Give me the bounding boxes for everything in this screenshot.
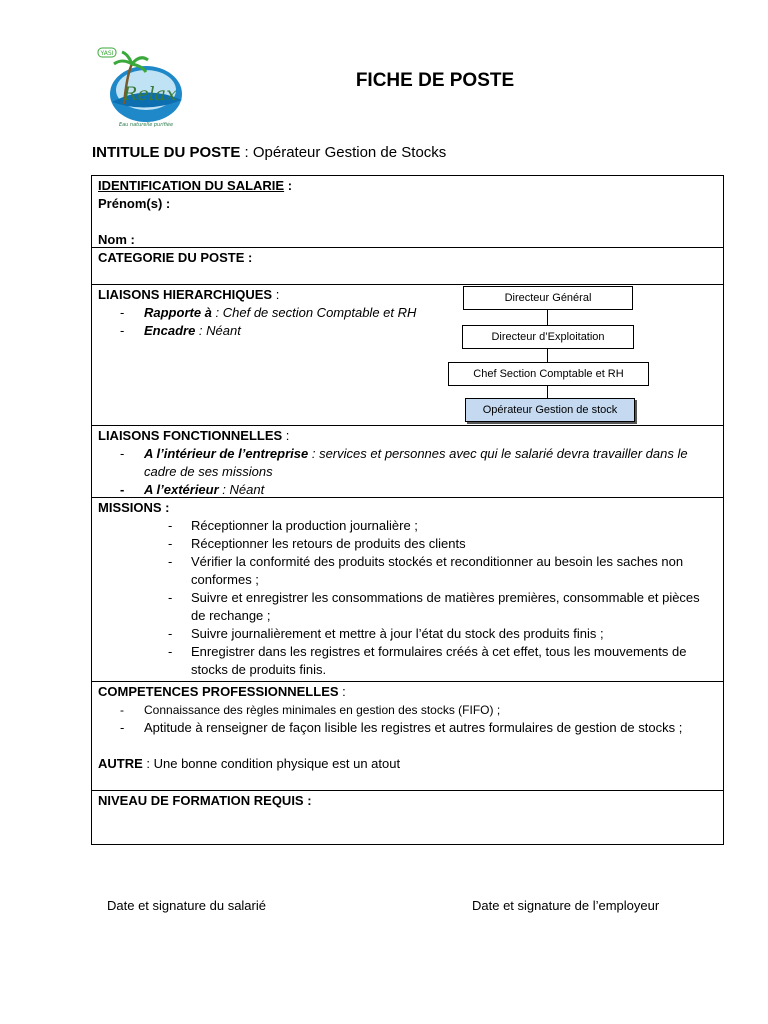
- nom-field: Nom :: [98, 232, 135, 247]
- formation-section: [92, 791, 723, 844]
- exterieur-value: : Néant: [218, 482, 265, 497]
- encadre-value: : Néant: [195, 323, 241, 338]
- mission-text: Vérifier la conformité des produits stockés et reconditionner au besoin les saches non conformes ;: [191, 554, 684, 587]
- identification-section: [92, 176, 723, 248]
- job-title-value: Opérateur Gestion de Stocks: [252, 144, 447, 161]
- autre-label: AUTRE: [98, 756, 143, 771]
- competence-text: Connaissance des règles minimales en gestion des stocks (FIFO) ;: [144, 703, 501, 717]
- competences-heading-suffix: :: [338, 684, 346, 699]
- competence-text: Aptitude à renseigner de façon lisible les registres et autres formulaires de gestion de stocks ;: [144, 720, 683, 735]
- list-item: [98, 719, 717, 737]
- mission-text: Enregistrer dans les registres et formulaires créés à cet effet, tous les mouvements de stocks de produits finis.: [191, 644, 687, 677]
- bullet: -: [120, 446, 125, 461]
- list-item: [98, 625, 717, 643]
- competences-heading: COMPETENCES PROFESSIONNELLES: [98, 684, 339, 699]
- job-title-sep: :: [240, 144, 253, 161]
- interieur-label: A l’intérieur de l’entreprise: [144, 446, 309, 461]
- mission-text: Suivre journalièrement et mettre à jour l’état du stock des produits finis ;: [191, 626, 604, 641]
- list-item: [98, 517, 717, 535]
- bullet: -: [120, 323, 125, 338]
- missions-section: [92, 498, 723, 682]
- prenom-field: Prénom(s) :: [98, 196, 171, 211]
- bullet: -: [168, 554, 173, 569]
- org-box-chef-section: Chef Section Comptable et RH: [448, 362, 649, 386]
- org-box-directeur-exploitation: Directeur d’Exploitation: [462, 325, 634, 349]
- liaisons-fonc-heading: LIAISONS FONCTIONNELLES: [98, 428, 283, 443]
- logo-text: Relax: [123, 83, 177, 105]
- bullet: -: [168, 518, 173, 533]
- org-box-operateur: Opérateur Gestion de stock: [465, 398, 635, 422]
- signature-salarie: Date et signature du salarié: [107, 898, 266, 913]
- liaisons-fonc-heading-suffix: :: [282, 428, 290, 443]
- autre-value: : Une bonne condition physique est un atout: [142, 756, 401, 771]
- list-item: [98, 589, 717, 625]
- identification-heading-suffix: :: [284, 178, 293, 193]
- job-sheet-table: [91, 175, 724, 845]
- bullet: -: [168, 536, 173, 551]
- logo-badge: YASI: [100, 50, 114, 57]
- job-title-label: INTITULE DU POSTE: [92, 144, 241, 161]
- list-item: [98, 643, 717, 679]
- bullet: -: [120, 482, 125, 497]
- page-title: FICHE DE POSTE: [355, 70, 515, 91]
- bullet: -: [168, 626, 173, 641]
- mission-text: Réceptionner la production journalière ;: [191, 518, 418, 533]
- bullet: -: [120, 720, 125, 735]
- list-item: [98, 481, 717, 499]
- interieur-value: : services et personnes avec qui le salarié devra travailler dans le cadre de ses missions: [144, 446, 688, 479]
- bullet: -: [120, 703, 124, 717]
- rapporte-value: : Chef de section Comptable et RH: [211, 305, 417, 320]
- mission-text: Suivre et enregistrer les consommations de matières premières, consommable et pièces de rechange ;: [191, 590, 700, 623]
- liaisons-hier-heading: LIAISONS HIERARCHIQUES: [98, 287, 273, 302]
- rapporte-label: Rapporte à: [144, 305, 212, 320]
- list-item: [98, 445, 717, 481]
- company-logo: [94, 44, 190, 130]
- formation-heading: NIVEAU DE FORMATION REQUIS :: [98, 793, 312, 808]
- signature-employeur: Date et signature de l’employeur: [472, 898, 660, 913]
- liaisons-hierarchiques-section: [92, 285, 723, 426]
- liaisons-hier-heading-suffix: :: [272, 287, 280, 302]
- liaisons-fonctionnelles-section: [92, 426, 723, 498]
- bullet: -: [168, 590, 173, 605]
- mission-text: Réceptionner les retours de produits des clients: [191, 536, 466, 551]
- org-box-directeur-general: Directeur Général: [463, 286, 633, 310]
- missions-heading: MISSIONS :: [98, 500, 170, 515]
- identification-heading: IDENTIFICATION DU SALARIE: [98, 178, 285, 193]
- exterieur-label: A l’extérieur: [144, 482, 219, 497]
- competences-section: [92, 682, 723, 791]
- categorie-heading: CATEGORIE DU POSTE :: [98, 250, 253, 265]
- encadre-label: Encadre: [144, 323, 196, 338]
- categorie-section: [92, 248, 723, 285]
- list-item: [98, 701, 717, 719]
- list-item: [98, 553, 717, 589]
- list-item: [98, 535, 717, 553]
- job-title-line: [92, 144, 446, 161]
- logo-tagline: Eau naturelle purifiée: [118, 122, 174, 128]
- bullet: -: [120, 305, 125, 320]
- bullet: -: [168, 644, 173, 659]
